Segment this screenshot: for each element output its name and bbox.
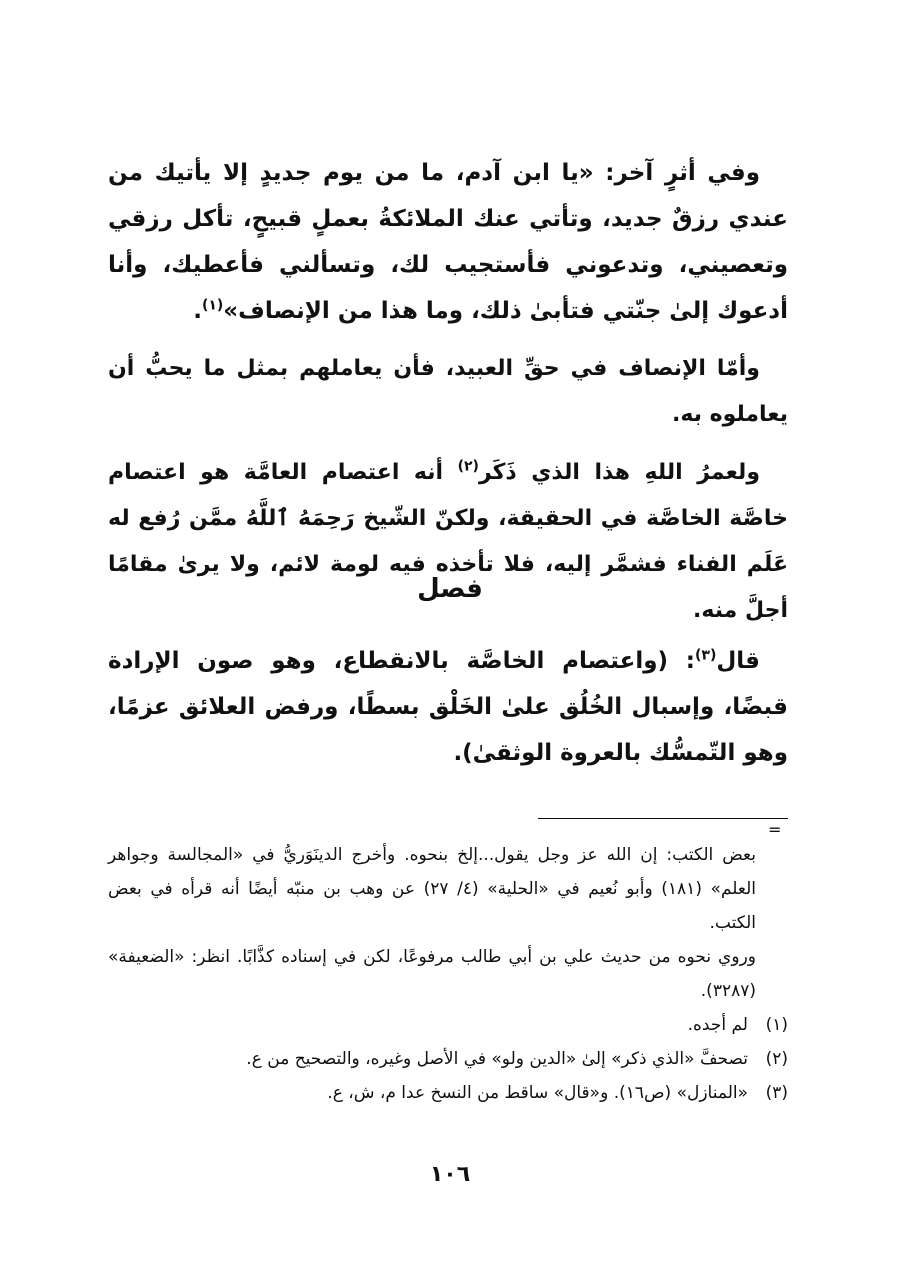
footnote-ref-1: (١): [201, 297, 224, 314]
footnote-3: [108, 1076, 788, 1110]
footnote-ref-3: (٣): [694, 647, 717, 664]
footnote-3-text: «المنازل» (ص١٦). و«قال» ساقط من النسخ عدا م، ش، ع.: [327, 1083, 748, 1103]
footnote-separator: [538, 818, 788, 819]
footnote-2-text: تصحفَّ «الذي ذكر» إلىٰ «الدين ولو» في الأصل وغيره، والتصحيح من ع.: [246, 1049, 748, 1069]
paragraph-1: [108, 150, 788, 334]
section-heading: فصل: [417, 574, 483, 604]
footnote-1-text: لم أجده.: [687, 1015, 748, 1035]
paragraph-1-end: .: [193, 298, 202, 324]
footnote-1: [108, 1008, 788, 1042]
footnote-2-number: (٢): [765, 1049, 788, 1069]
footnote-3-number: (٣): [765, 1083, 788, 1103]
paragraph-1-text: وفي أثرٍ آخر: «يا ابن آدم، ما من يوم جديدٍ إلا يأتيك من عندي رزقٌ جديد، وتأتي عنك الملائكةُ بعملٍ قبيحٍ، تأكل رزقي وتعصيني، وتدعوني فأستجيب لك، وتسألني فأعطيك، وأنا أدعوك إلىٰ جنّتي فتأبىٰ ذلك، وما هذا من الإنصاف»: [108, 160, 788, 324]
paragraph-4-rest: : (واعتصام الخاصَّة بالانقطاع، وهو صون الإرادة قبضًا، وإسبال الخُلُق علىٰ الخَلْق بسطًا، ورفض العلائق عزمًا، وهو التّمسُّك بالعروة الوثقىٰ).: [108, 648, 788, 766]
quote-block: [108, 638, 788, 776]
footnote-2: [108, 1042, 788, 1076]
paragraph-3-start: ولعمرُ اللهِ هذا الذي ذَكَر: [478, 460, 760, 485]
footnote-continuation-1: بعض الكتب: إن الله عز وجل يقول...إلخ بنحوه. وأخرج الدينَوَريُّ في «المجالسة وجواهر العلم» (١٨١) وأبو نُعيم في «الحلية» (٤/ ٢٧) عن وهب بن منبّه أيضًا أنه قرأه في بعض الكتب.: [108, 845, 756, 933]
page-number: ١٠٦: [429, 1162, 471, 1187]
footnote-1-number: (١): [765, 1015, 788, 1035]
paragraph-3-rest: أنه اعتصام العامَّة هو اعتصام خاصَّة الخاصَّة في الحقيقة، ولكنّ الشّيخ رَحِمَهُ ٱللَّهُ ممَّن رُفع له عَلَم الفناء فشمَّر إليه، فلا تأخذه فيه لومة لائم، ولا يرىٰ مقامًا أجلَّ منه.: [108, 460, 788, 623]
main-text: [108, 150, 788, 634]
footnotes: [108, 838, 788, 1110]
paragraph-2: وأمّا الإنصاف في حقِّ العبيد، فأن يعاملهم بمثل ما يحبُّ أن يعاملوه به.: [108, 356, 788, 427]
continuation-mark: =: [768, 820, 782, 839]
footnote-ref-2: (٢): [457, 458, 479, 475]
said-label: قال: [716, 648, 760, 674]
footnote-continuation-2: وروي نحوه من حديث علي بن أبي طالب مرفوعًا، لكن في إسناده كذَّابًا. انظر: «الضعيفة» (٣٢٨٧).: [108, 947, 756, 1001]
paragraph-4: [108, 638, 788, 776]
paragraph-3: [108, 450, 788, 634]
